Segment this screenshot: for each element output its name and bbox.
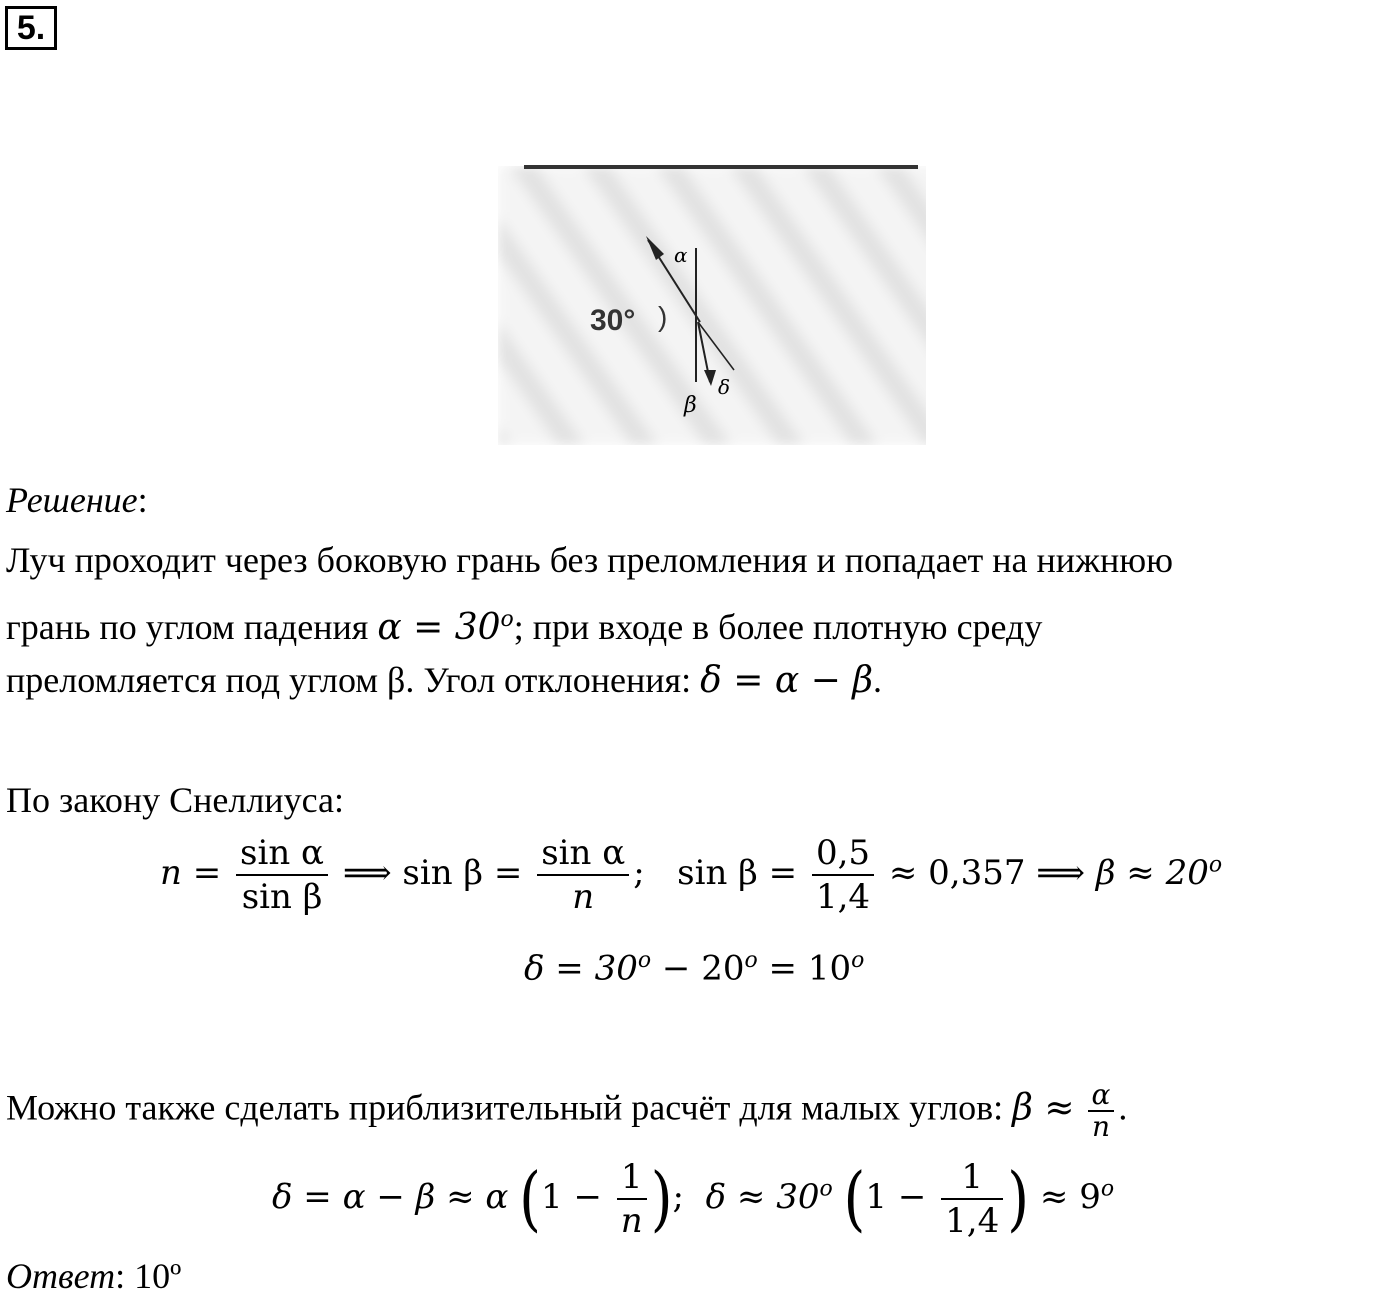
paragraph1-line3: преломляется под углом β. Угол отклонения: δ = α − β. <box>6 660 883 701</box>
label-beta: β <box>684 393 697 418</box>
approx-paragraph: Можно также сделать приблизительный расчёт для малых углов: β ≈ $\frac{\alpha}{n}$ . <box>6 1078 1128 1143</box>
label-alpha: α <box>674 243 688 267</box>
prism-body <box>498 166 950 445</box>
snell-heading: По закону Снеллиуса: <box>6 780 344 820</box>
prism-diagram <box>498 150 950 445</box>
formula-approx: δ = α − β ≈ α (1 − $\frac{1}{n}$ ); $\delta \approx 30^o$ (1 − $\frac{1}{1,4}$ ) ≈ $9^o$ <box>272 1157 1115 1241</box>
solution-heading: Решение: <box>6 480 148 520</box>
label-delta: δ <box>718 375 731 399</box>
answer-line: Ответ: 10º <box>6 1256 182 1296</box>
paragraph1-line2: грань по углом падения $\alpha = 30^o$; при входе в более плотную среду <box>6 607 1043 648</box>
paragraph1-line1: Луч проходит через боковую грань без преломления и попадает на нижнюю <box>6 540 1173 580</box>
formula-snell: n = $\frac{\text{sin α}}{\text{sin β}}$ ⟹ sin β = $\frac{\text{sin α}}{n}$ ; sin β = $\frac{0,5}{1,4}$ ≈ 0,357 ⟹ $\beta \approx 20^o$ <box>160 833 1223 917</box>
formula-delta-result: $\delta = 30^o - 20^o = 10^o$ <box>524 948 865 989</box>
problem-number: 5. <box>5 6 57 50</box>
label-angle-arc: ) <box>658 301 668 332</box>
label-angle-30: 30° <box>590 304 636 337</box>
